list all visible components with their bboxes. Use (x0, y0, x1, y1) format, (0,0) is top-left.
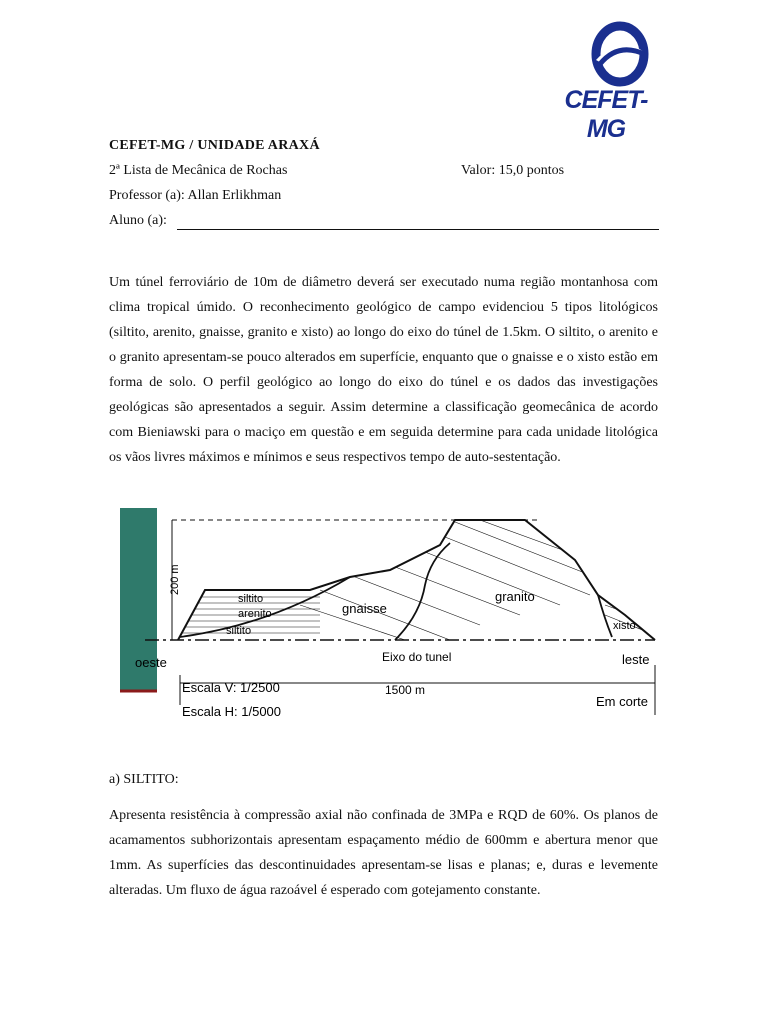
list-row (109, 162, 659, 180)
student-label: Aluno (a): (109, 213, 167, 228)
scale-h-label: Escala H: 1/5000 (182, 704, 282, 719)
height-label: 200 m (169, 564, 181, 595)
label-siltito-top: siltito (238, 593, 264, 605)
contact-gnaisse-granito (395, 543, 450, 640)
section-a-paragraph: Apresenta resistência à compressão axial não confinada de 3MPa e RQD de 60%. Os planos de acamamentos subhorizontais apresentam espaçamento médio de 600mm e abertura menor que 1mm. As superfícies das descontinuidades apresentam-se lisas e planas; e, duras e levemente alteradas. Um fluxo de água razoável é esperado com gotejamento constante. (109, 808, 658, 898)
list-label: 2ª Lista de Mecânica de Rochas (109, 163, 288, 178)
section-label: Em corte (596, 694, 649, 709)
cefet-swirl-icon (548, 20, 664, 90)
label-siltito-bottom: siltito (226, 625, 252, 637)
cefet-logo (548, 20, 664, 143)
geological-profile-diagram (120, 505, 660, 720)
student-name-line (177, 229, 659, 230)
document-title: CEFET-MG / UNIDADE ARAXÁ (109, 138, 320, 153)
axis-label: Eixo do tunel (382, 650, 452, 664)
logo-text: CEFET-MG (564, 86, 648, 143)
length-label: 1500 m (385, 683, 426, 697)
label-granito: granito (495, 589, 535, 604)
value-label: Valor: 15,0 pontos (461, 163, 565, 178)
scale-v-label: Escala V: 1/2500 (182, 680, 280, 695)
east-label: leste (622, 652, 650, 667)
label-gnaisse: gnaisse (342, 601, 387, 616)
label-xisto: xisto (613, 620, 636, 632)
professor-label: Professor (a): Allan Erlikhman (109, 188, 282, 203)
west-label: oeste (135, 655, 167, 670)
section-a-heading: a) SILTITO: (109, 772, 179, 787)
student-row (109, 212, 659, 230)
intro-paragraph: Um túnel ferroviário de 10m de diâmetro deverá ser executado numa região montanhosa com clima tropical úmido. O reconhecimento geológico de campo evidenciou 5 tipos litológicos (siltito, arenito, gnaisse, granito e xisto) ao longo do eixo do túnel de 1.5km. O siltito, o arenito e o granito apresentam-se pouco alterados em superfície, enquanto que o gnaisse e o xisto estão em forma de solo. O perfil geológico ao longo do eixo do túnel e os dados das investigações geológicas são apresentados a seguir. Assim determine a classificação geomecânica de acordo com Bieniawski para o maciço em questão e em seguida determine para cada unidade litológica os vãos livres máximos e mínimos e seus respectivos tempo de auto-sestentação. (109, 275, 658, 465)
label-arenito: arenito (238, 608, 272, 620)
